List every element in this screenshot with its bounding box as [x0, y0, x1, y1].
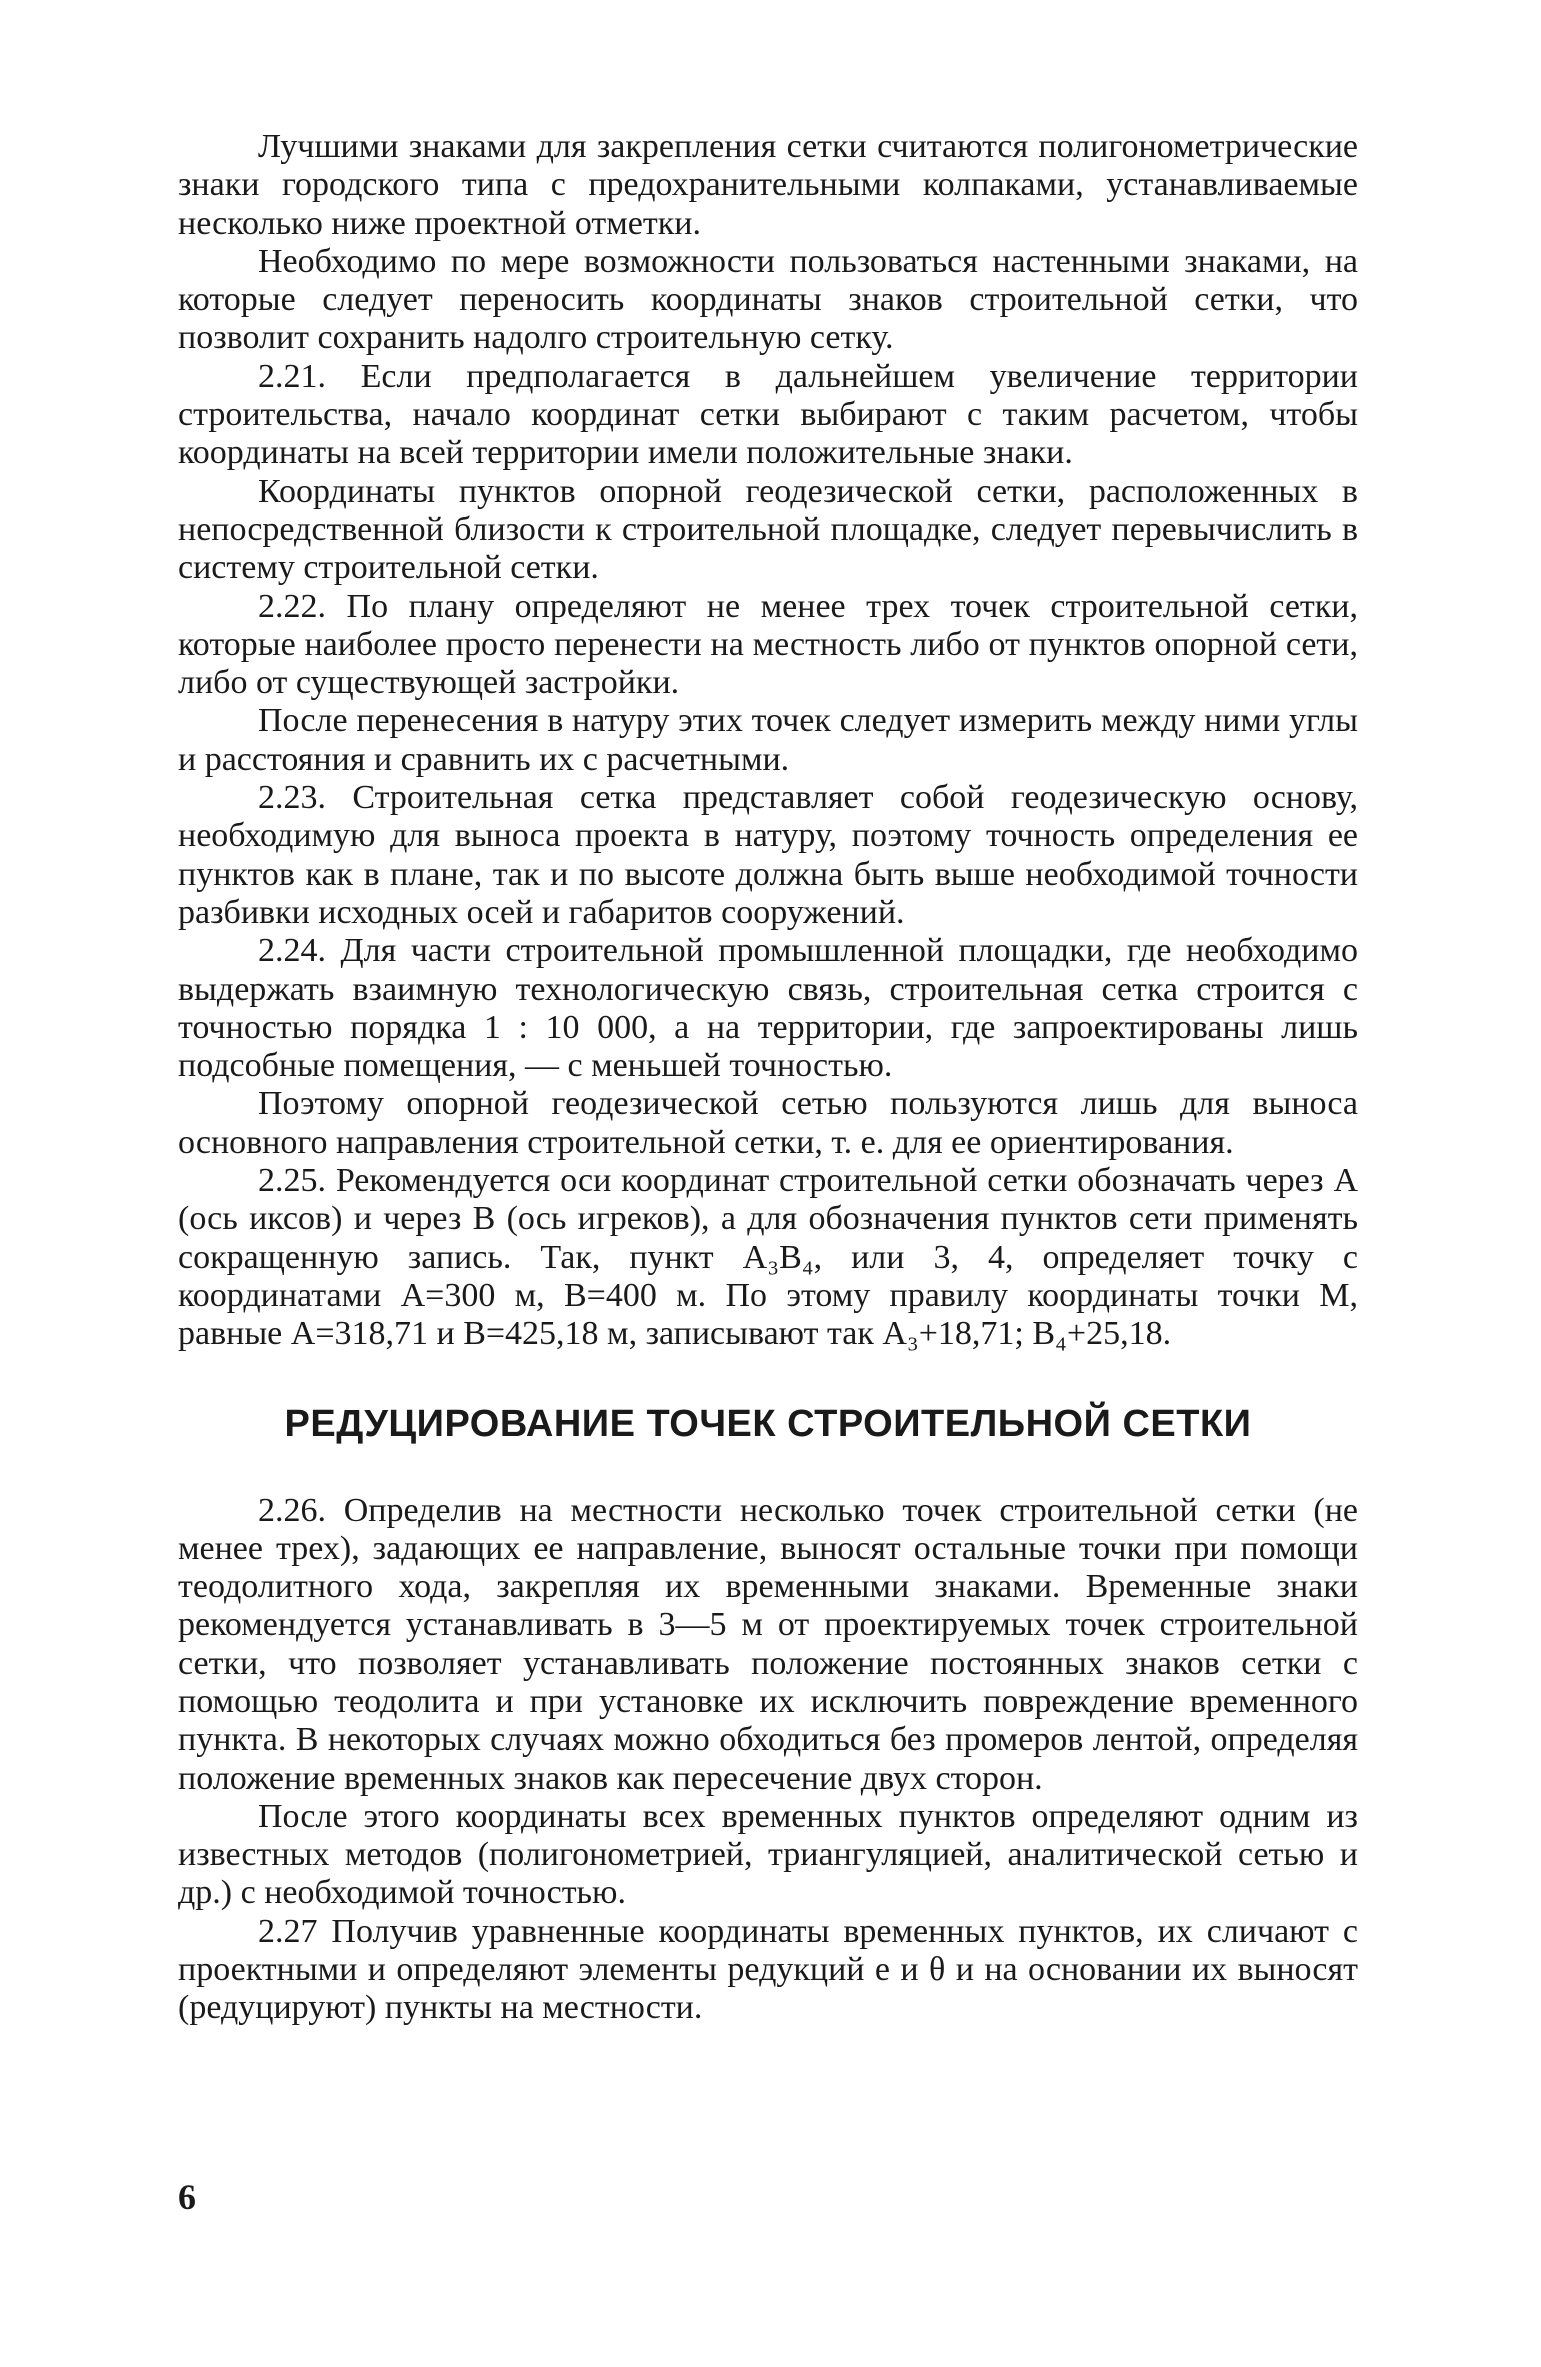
paragraph-2-24: 2.24. Для части строительной промышленной площадки, где необходимо выдержать взаимную технологическую связь, строительная сетка строится с точностью порядка 1 : 10 000, а на территории, где запроектированы лишь подсобные помещения, — с меньшей точностью.	[178, 932, 1358, 1085]
paragraph-2-21: 2.21. Если предполагается в дальнейшем увеличение территории строительства, начало координат сетки выбирают с таким расчетом, чтобы координаты на всей территории имели положительные знаки.	[178, 357, 1358, 472]
paragraph-2-22: 2.22. По плану определяют не менее трех точек строительной сетки, которые наиболее просто перенести на местность либо от пунктов опорной сети, либо от существующей застройки.	[178, 587, 1358, 702]
section-heading: РЕДУЦИРОВАНИЕ ТОЧЕК СТРОИТЕЛЬНОЙ СЕТКИ	[284, 1402, 1252, 1445]
paragraph-polygonometric-signs: Лучшими знаками для закрепления сетки считаются полигонометрические знаки городского типа с предохранительными колпаками, устанавливаемые несколько ниже проектной отметки.	[178, 128, 1358, 242]
paragraph-2-26: 2.26. Определив на местности несколько точек строительной сетки (не менее трех), задающих ее направление, выносят остальные точки при помощи теодолитного хода, закрепляя их временными знаками. Временные знаки рекомендуется устанавливать в 3—5 м от проектируемых точек строительной сетки, что позволяет устанавливать положение постоянных знаков сетки с помощью теодолита и при установке их исключить повреждение временного пункта. В некоторых случаях можно обходиться без промеров лентой, определяя положение временных знаков как пересечение двух сторон.	[178, 1491, 1358, 1797]
paragraph-2-27: 2.27 Получив уравненные координаты временных пунктов, их сличают с проектными и определяют элементы редукций e и θ и на основании их выносят (редуцируют) пункты на местности.	[178, 1912, 1358, 2027]
page-number: 6	[178, 2177, 196, 2217]
paragraph-measure-angles: После перенесения в натуру этих точек следует измерить между ними углы и расстояния и сравнить их с расчетными.	[178, 702, 1358, 778]
paragraph-wall-signs: Необходимо по мере возможности пользоваться настенными знаками, на которые следует переносить координаты знаков строительной сетки, что позволит сохранить надолго строительную сетку.	[178, 242, 1358, 357]
paragraph-coordinates-methods: После этого координаты всех временных пунктов определяют одним из известных методов (полигонометрией, триангуляцией, аналитической сетью и др.) с необходимой точностью.	[178, 1797, 1358, 1912]
paragraph-orientation: Поэтому опорной геодезической сетью пользуются лишь для выноса основного направления строительной сетки, т. е. для ее ориентирования.	[178, 1085, 1358, 1161]
paragraph-2-25: 2.25. Рекомендуется оси координат строительной сетки обозначать через A (ось иксов) и через B (ось игреков), а для обозначения пунктов сети применять сокращенную запись. Так, пункт A₃B₄, или 3, 4, определяет точку с координатами A=300 м, B=400 м. По этому правилу координаты точки M, равные A=318,71 и B=425,18 м, записывают так A₃+18,71; B₄+25,18.	[178, 1162, 1358, 1353]
document-page	[178, 128, 1358, 2028]
paragraph-reference-network: Координаты пунктов опорной геодезической сетки, расположенных в непосредственной близости к строительной площадке, следует перевычислить в систему строительной сетки.	[178, 472, 1358, 587]
paragraph-2-23: 2.23. Строительная сетка представляет собой геодезическую основу, необходимую для выноса проекта в натуру, поэтому точность определения ее пунктов как в плане, так и по высоте должна быть выше необходимой точности разбивки исходных осей и габаритов сооружений.	[178, 779, 1358, 931]
